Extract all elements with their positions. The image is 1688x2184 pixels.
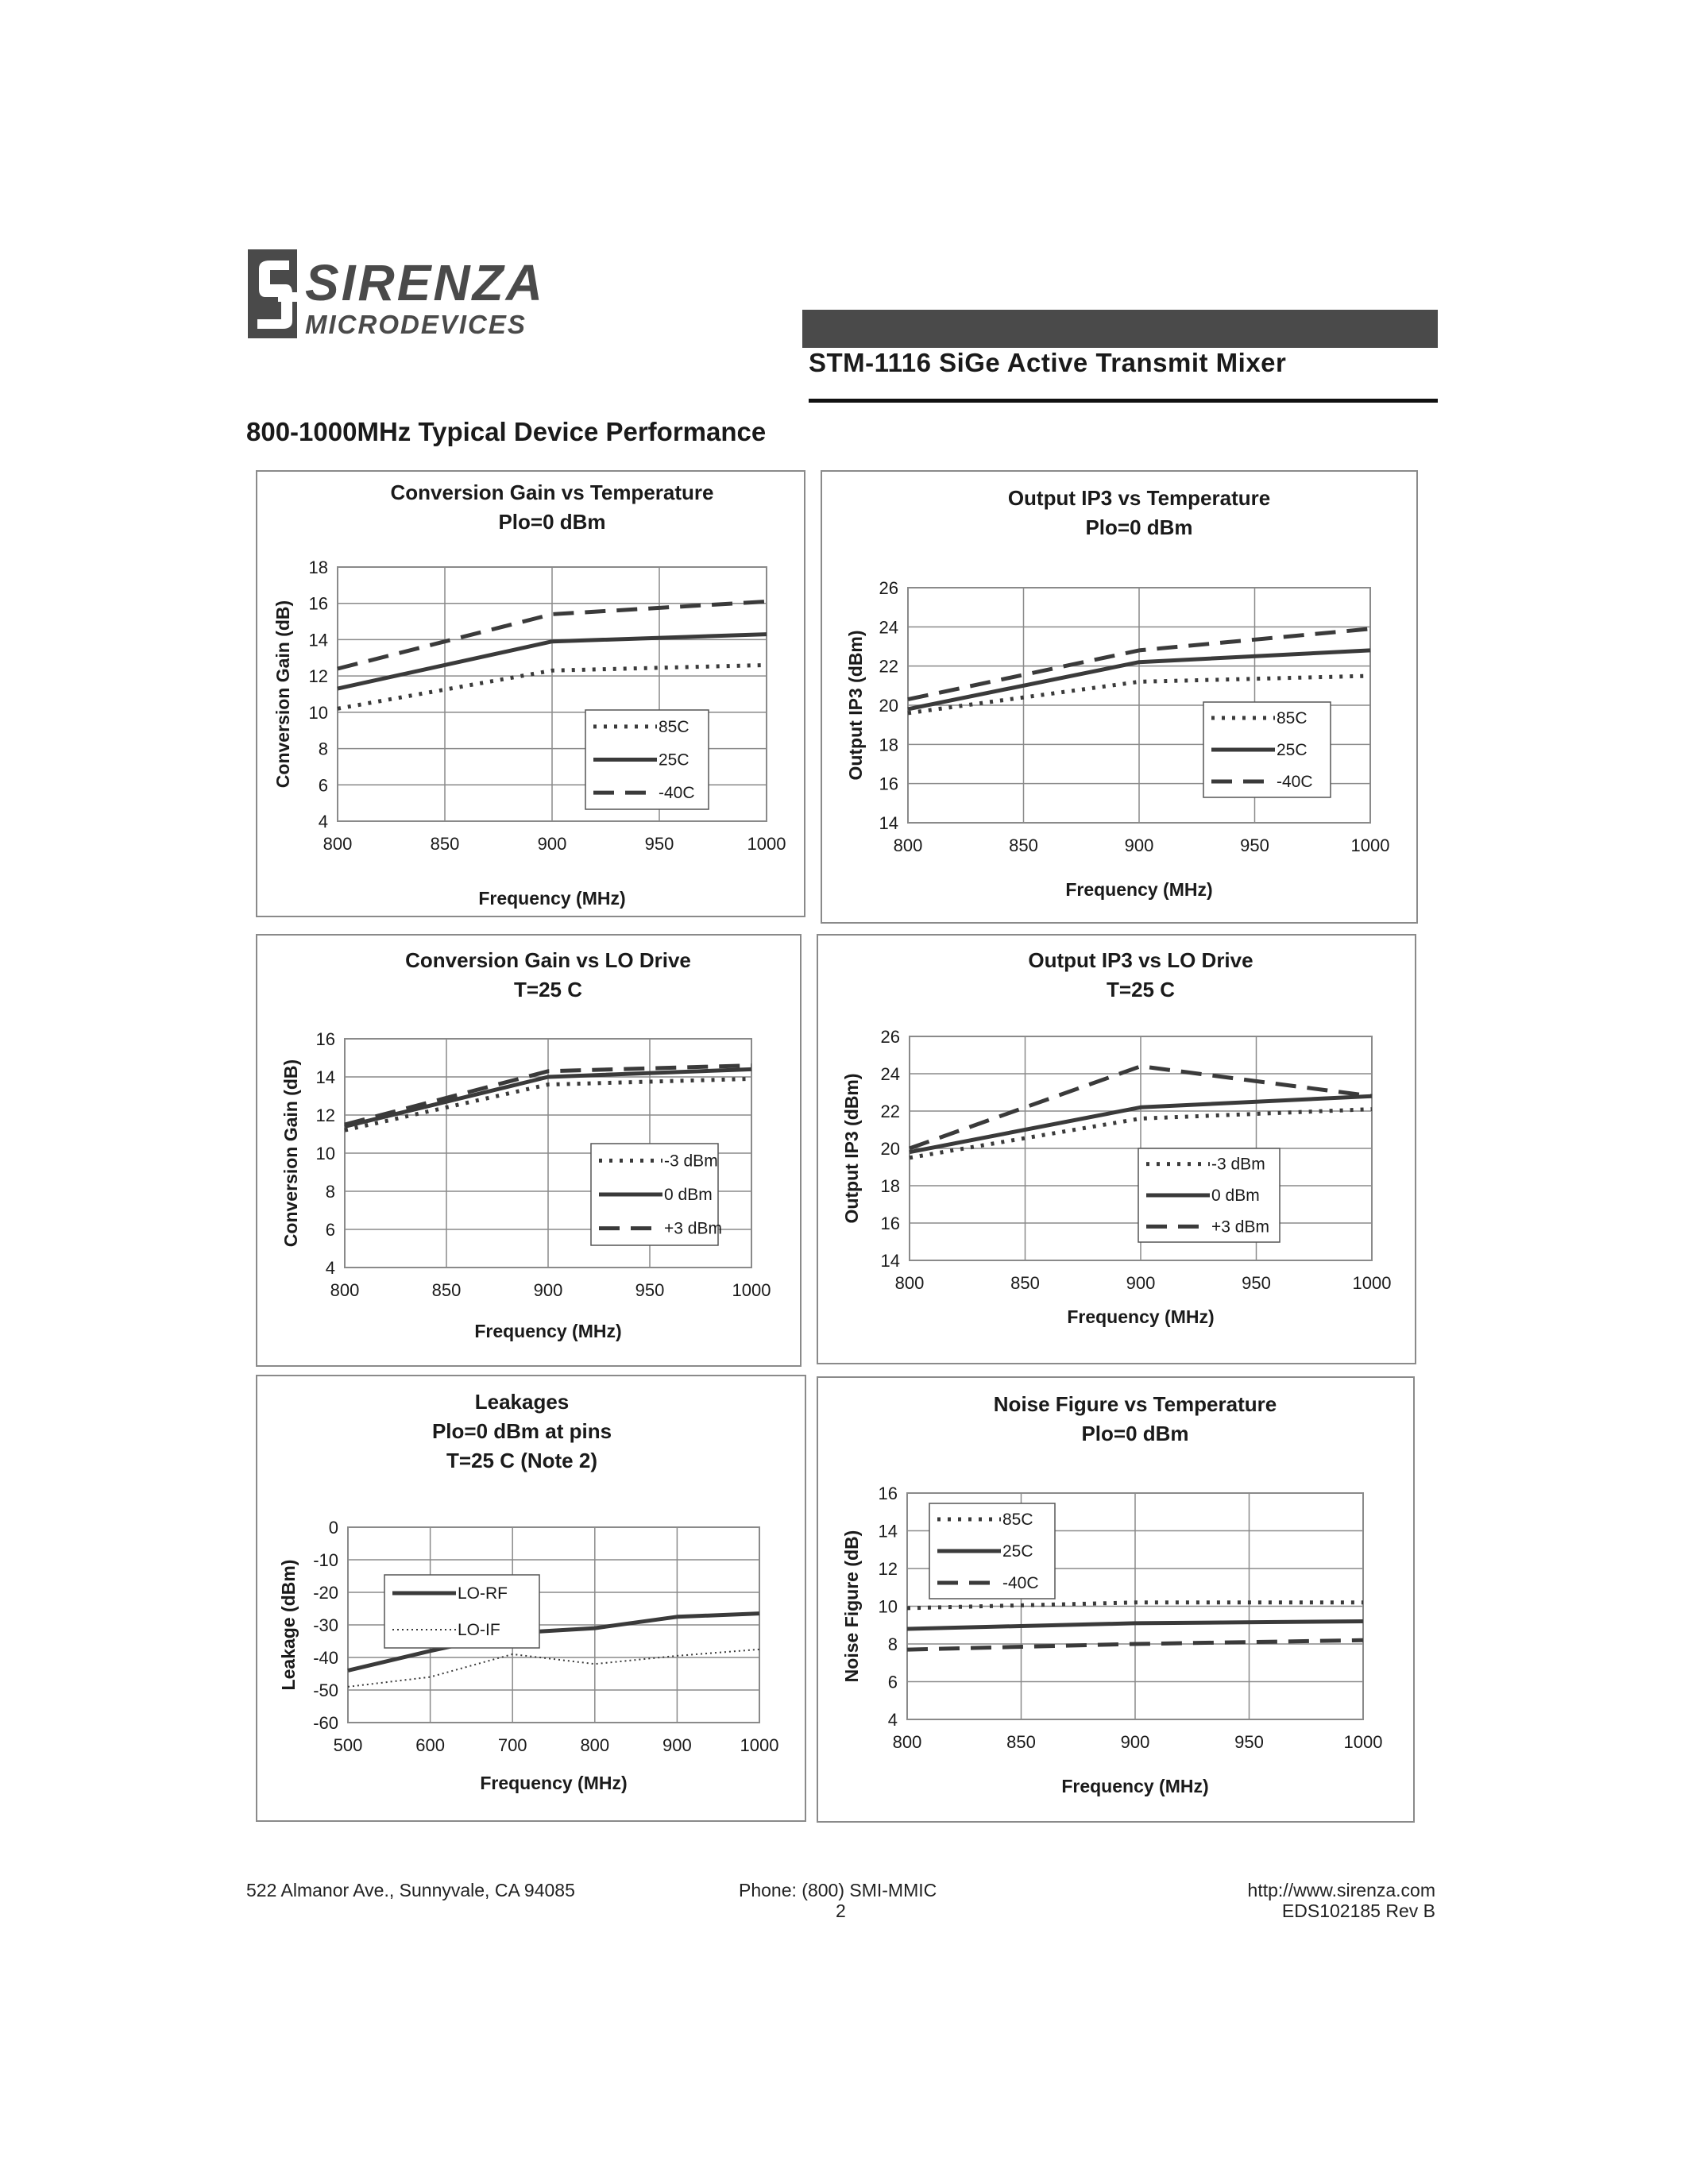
- x-tick-label: 900: [1126, 1273, 1156, 1293]
- y-tick-label: 22: [880, 1102, 900, 1121]
- y-tick-label: 4: [318, 812, 328, 832]
- sirenza-logo: [246, 245, 545, 348]
- header-rule: [809, 399, 1438, 403]
- y-tick-label: 20: [879, 696, 898, 716]
- y-tick-label: 4: [325, 1258, 335, 1278]
- logo-text-top: SIRENZA: [305, 254, 545, 311]
- y-tick-label: 14: [880, 1251, 900, 1271]
- y-tick-label: 16: [315, 1029, 335, 1049]
- y-tick-label: 8: [318, 739, 328, 759]
- y-tick-label: 22: [879, 656, 898, 677]
- legend-label: -3 dBm: [1211, 1155, 1265, 1174]
- x-tick-label: 1000: [740, 1735, 779, 1755]
- y-tick-label: -20: [313, 1583, 338, 1603]
- legend-label: 0 dBm: [1211, 1187, 1260, 1205]
- chart-title-line: Conversion Gain vs LO Drive: [405, 948, 691, 972]
- x-axis-label: Frequency (MHz): [1067, 1306, 1215, 1327]
- y-tick-label: 20: [880, 1139, 900, 1159]
- chart-title-line: T=25 C: [1107, 978, 1175, 1001]
- y-tick-label: 14: [315, 1067, 335, 1087]
- x-tick-label: 800: [893, 835, 923, 855]
- y-axis-label: Conversion Gain (dB): [280, 1059, 301, 1248]
- x-tick-label: 900: [1120, 1732, 1150, 1752]
- footer-address: 522 Almanor Ave., Sunnyvale, CA 94085: [246, 1880, 575, 1900]
- legend-label: 85C: [659, 717, 689, 736]
- y-tick-label: 10: [308, 702, 328, 723]
- legend-label: 25C: [1002, 1542, 1033, 1561]
- y-tick-label: 8: [887, 1634, 898, 1654]
- legend-label: -40C: [659, 784, 695, 803]
- y-tick-label: -30: [313, 1615, 338, 1635]
- x-tick-label: 1000: [1343, 1732, 1383, 1752]
- x-tick-label: 850: [1006, 1732, 1036, 1752]
- chart-svg: [257, 1376, 808, 1823]
- chart-title-line: Conversion Gain vs Temperature: [390, 480, 714, 504]
- chart-svg: [257, 472, 807, 919]
- y-axis-label: Conversion Gain (dB): [272, 600, 293, 789]
- chart-title-line: Leakages: [474, 1390, 570, 1414]
- x-tick-label: 600: [415, 1735, 445, 1755]
- x-tick-label: 1000: [732, 1280, 771, 1300]
- x-tick-label: 950: [1240, 835, 1269, 855]
- legend-label: -40C: [1002, 1574, 1039, 1592]
- y-tick-label: 16: [880, 1214, 900, 1233]
- x-axis-label: Frequency (MHz): [480, 1773, 628, 1793]
- chart-conversion-gain-vs-lo-drive: [256, 934, 802, 1367]
- y-tick-label: 4: [887, 1710, 898, 1730]
- legend-label: 85C: [1277, 709, 1308, 727]
- y-tick-label: 6: [318, 775, 328, 796]
- x-tick-label: 1000: [1352, 1273, 1392, 1293]
- chart-title-line: Plo=0 dBm: [498, 510, 606, 534]
- y-tick-label: -40: [313, 1648, 338, 1668]
- x-tick-label: 900: [533, 1280, 563, 1300]
- chart-title-line: Noise Figure vs Temperature: [993, 1392, 1277, 1416]
- chart-title-line: Plo=0 dBm: [1081, 1422, 1189, 1445]
- chart-title-line: Plo=0 dBm at pins: [431, 1419, 612, 1443]
- chart-title-line: Output IP3 vs Temperature: [1007, 486, 1271, 510]
- y-tick-label: 24: [879, 617, 898, 638]
- x-tick-label: 900: [1124, 835, 1154, 855]
- footer-page-number: 2: [836, 1900, 846, 1921]
- footer-doc-id: EDS102185 Rev B: [1281, 1900, 1435, 1921]
- x-tick-label: 800: [330, 1280, 360, 1300]
- legend-label: LO-RF: [458, 1584, 508, 1603]
- y-tick-label: 12: [315, 1106, 335, 1125]
- chart-title-line: T=25 C: [514, 978, 582, 1001]
- legend-label: 25C: [659, 751, 689, 770]
- legend-label: 85C: [1002, 1511, 1033, 1529]
- legend-label: -3 dBm: [664, 1152, 718, 1171]
- y-tick-label: 24: [880, 1064, 900, 1084]
- x-tick-label: 800: [323, 834, 353, 854]
- x-tick-label: 1000: [1350, 835, 1390, 855]
- x-tick-label: 900: [662, 1735, 692, 1755]
- y-tick-label: 14: [878, 1521, 898, 1542]
- x-tick-label: 950: [635, 1280, 665, 1300]
- x-tick-label: 800: [892, 1732, 922, 1752]
- chart-output-ip3-vs-lo-drive: [817, 934, 1416, 1364]
- chart-svg: [818, 936, 1418, 1366]
- y-tick-label: 16: [879, 774, 898, 794]
- y-tick-label: 8: [325, 1182, 335, 1202]
- y-tick-label: 6: [325, 1220, 335, 1240]
- x-tick-label: 950: [1242, 1273, 1271, 1293]
- y-tick-label: 26: [880, 1027, 900, 1047]
- y-tick-label: 26: [879, 578, 898, 598]
- y-tick-label: -50: [313, 1680, 338, 1700]
- y-tick-label: -10: [313, 1550, 338, 1570]
- x-tick-label: 900: [537, 834, 567, 854]
- legend-label: 0 dBm: [664, 1186, 713, 1204]
- y-axis-label: Output IP3 (dBm): [845, 630, 866, 781]
- x-tick-label: 950: [644, 834, 674, 854]
- x-tick-label: 850: [1010, 1273, 1040, 1293]
- x-tick-label: 500: [333, 1735, 363, 1755]
- x-tick-label: 950: [1234, 1732, 1264, 1752]
- y-tick-label: 12: [308, 666, 328, 687]
- legend-label: +3 dBm: [1211, 1217, 1269, 1237]
- logo-text-bottom: MICRODEVICES: [305, 310, 527, 339]
- chart-title-line: Plo=0 dBm: [1085, 515, 1193, 539]
- y-tick-label: 14: [308, 630, 328, 650]
- y-axis-label: Leakage (dBm): [278, 1559, 299, 1691]
- y-tick-label: 16: [878, 1484, 898, 1503]
- x-tick-label: 850: [430, 834, 460, 854]
- legend-label: 25C: [1277, 741, 1308, 759]
- y-axis-label: Output IP3 (dBm): [841, 1073, 862, 1224]
- legend-label: -40C: [1277, 773, 1313, 791]
- footer-url: http://www.sirenza.com: [1247, 1880, 1435, 1900]
- x-axis-label: Frequency (MHz): [478, 888, 626, 909]
- y-axis-label: Noise Figure (dB): [841, 1530, 862, 1683]
- y-tick-label: -60: [313, 1713, 338, 1733]
- x-axis-label: Frequency (MHz): [1061, 1776, 1209, 1796]
- y-tick-label: 18: [308, 558, 328, 577]
- product-title: STM-1116 SiGe Active Transmit Mixer: [809, 348, 1287, 377]
- x-tick-label: 700: [497, 1735, 527, 1755]
- chart-leakages: [256, 1375, 806, 1822]
- chart-output-ip3-vs-temperature: [821, 470, 1418, 924]
- y-tick-label: 10: [315, 1144, 335, 1163]
- chart-title-line: T=25 C (Note 2): [446, 1449, 597, 1472]
- legend-label: +3 dBm: [664, 1219, 722, 1238]
- chart-svg: [822, 472, 1420, 925]
- chart-svg: [257, 936, 803, 1368]
- y-tick-label: 18: [879, 735, 898, 755]
- y-tick-label: 16: [308, 593, 328, 614]
- chart-conversion-gain-vs-temperature: [256, 470, 805, 917]
- x-axis-label: Frequency (MHz): [1065, 879, 1213, 900]
- footer-phone: Phone: (800) SMI-MMIC: [739, 1880, 937, 1900]
- chart-noise-figure-vs-temperature: [817, 1376, 1415, 1823]
- chart-title-line: Output IP3 vs LO Drive: [1028, 948, 1253, 972]
- legend-label: LO-IF: [458, 1621, 500, 1639]
- section-title: 800-1000MHz Typical Device Performance: [246, 417, 767, 446]
- y-tick-label: 14: [879, 813, 898, 833]
- x-tick-label: 850: [1009, 835, 1038, 855]
- y-tick-label: 18: [880, 1176, 900, 1196]
- x-tick-label: 800: [894, 1273, 925, 1293]
- header-bar: [802, 310, 1438, 348]
- x-tick-label: 1000: [747, 834, 786, 854]
- x-tick-label: 850: [431, 1280, 462, 1300]
- chart-svg: [818, 1378, 1416, 1824]
- x-axis-label: Frequency (MHz): [474, 1321, 622, 1341]
- y-tick-label: 12: [878, 1559, 898, 1579]
- x-tick-label: 800: [580, 1735, 610, 1755]
- y-tick-label: 6: [887, 1672, 898, 1692]
- y-tick-label: 0: [328, 1518, 338, 1538]
- y-tick-label: 10: [878, 1596, 898, 1617]
